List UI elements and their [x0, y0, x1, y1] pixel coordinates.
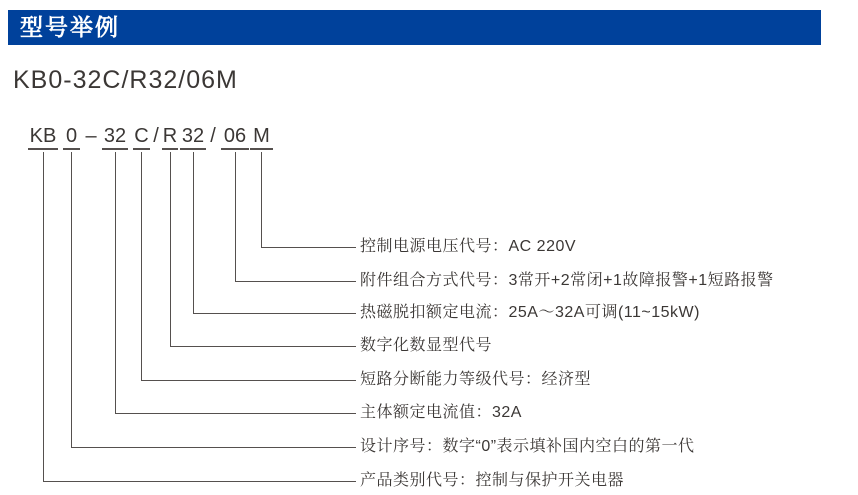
code-segment-product: KB [28, 125, 58, 150]
code-segment-rated-current: 32 [102, 125, 128, 150]
segment-label-accessory-combo: 附件组合方式代号：3常开+2常闭+1故障报警+1短路报警 [360, 272, 774, 289]
code-segment-breaking: C [133, 125, 150, 150]
segment-label-product-category: 产品类别代号：控制与保护开关电器 [360, 472, 625, 489]
code-segment-design: 0 [63, 125, 80, 150]
segment-label-digital-display: 数字化数显型代号 [360, 337, 493, 354]
segment-label-rated-current: 主体额定电流值：32A [360, 404, 522, 421]
model-number-title: KB0-32C/R32/06M [13, 66, 238, 94]
section-title: 型号举例 [20, 14, 120, 40]
dash-separator: – [85, 125, 97, 147]
code-segment-control: M [250, 125, 273, 150]
code-segment-thermal: 32 [180, 125, 206, 150]
connector-line-product [43, 152, 356, 482]
slash-separator: / [210, 125, 216, 147]
segment-label-breaking-capacity: 短路分断能力等级代号：经济型 [360, 371, 592, 388]
segment-label-design-serial: 设计序号：数字“0”表示填补国内空白的第一代 [360, 438, 695, 455]
segment-label-thermal-current: 热磁脱扣额定电流：25A～32A可调(11~15kW) [360, 304, 700, 321]
segment-label-control-voltage: 控制电源电压代号：AC 220V [360, 238, 577, 255]
slash-separator: / [153, 125, 159, 147]
code-segment-accessory: 06 [221, 125, 249, 150]
code-segment-digital: R [162, 125, 178, 150]
